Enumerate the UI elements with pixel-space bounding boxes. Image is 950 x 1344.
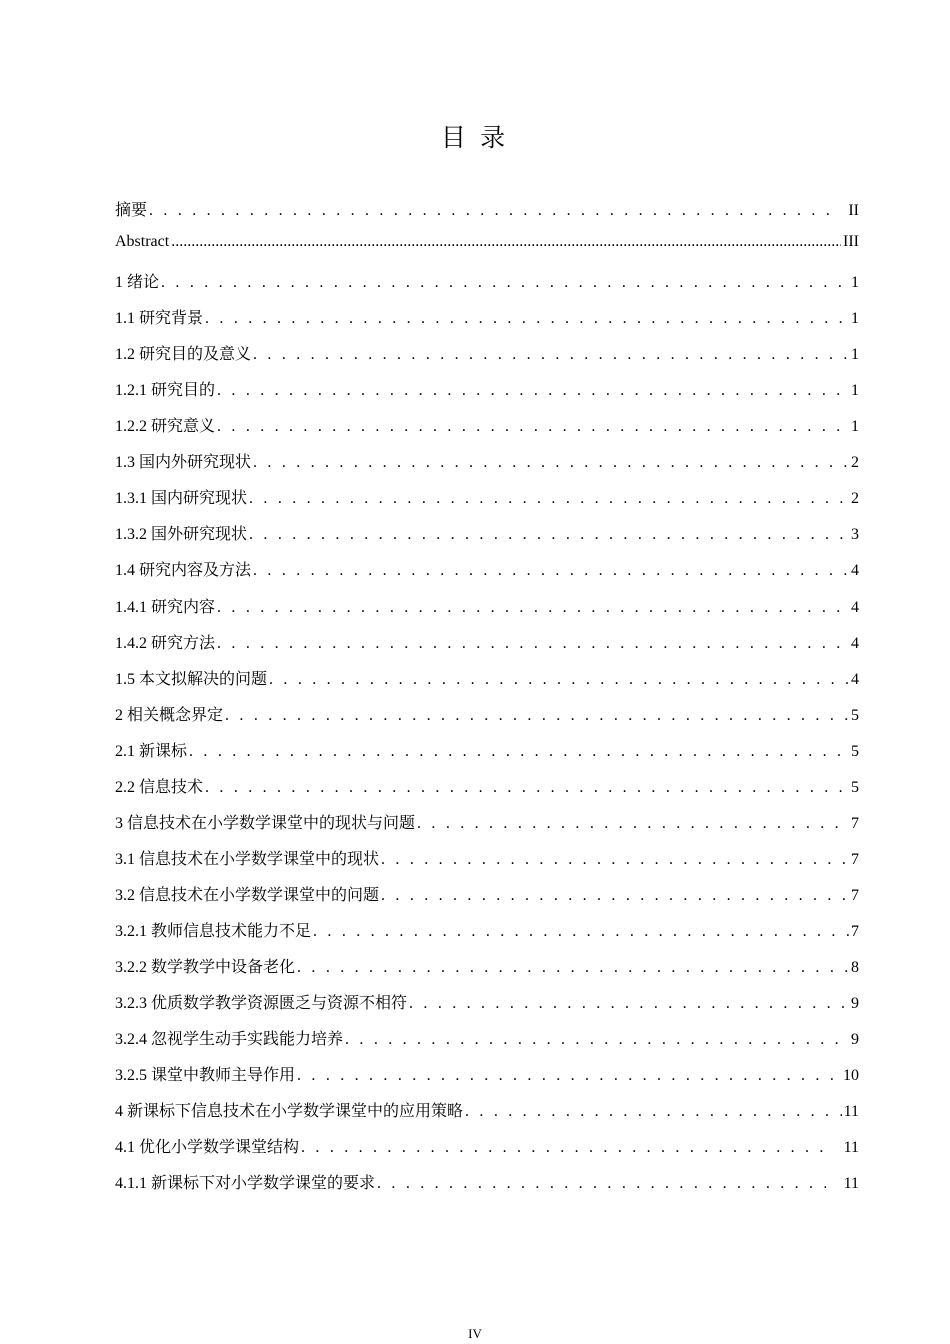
toc-page: 9 bbox=[851, 995, 859, 1013]
toc-leader bbox=[297, 1067, 841, 1085]
toc-leader bbox=[297, 959, 849, 977]
toc-label: 3.2.4 忽视学生动手实践能力培养 bbox=[115, 1031, 344, 1049]
toc-leader bbox=[417, 815, 849, 833]
toc-leader bbox=[381, 887, 849, 905]
toc-row[interactable] bbox=[115, 197, 859, 233]
toc-leader bbox=[269, 671, 849, 689]
toc-leader bbox=[377, 1175, 826, 1193]
toc-row[interactable] bbox=[115, 954, 859, 990]
toc-page: 7 bbox=[851, 850, 859, 868]
toc-page: 2 bbox=[851, 454, 859, 472]
toc-page: 4 bbox=[851, 634, 859, 652]
toc-label: 3 信息技术在小学数学课堂中的现状与问题 bbox=[115, 814, 416, 832]
toc-leader bbox=[161, 274, 849, 292]
toc-leader bbox=[217, 635, 849, 653]
toc-page: 1 bbox=[851, 310, 859, 328]
toc-page: II bbox=[848, 202, 859, 219]
toc-leader bbox=[171, 233, 841, 251]
page-number: IV bbox=[468, 1326, 482, 1341]
toc-page: 10 bbox=[843, 1067, 859, 1085]
toc-leader bbox=[381, 851, 849, 869]
toc-label: 1.2.2 研究意义 bbox=[115, 418, 216, 436]
toc-leader bbox=[205, 310, 849, 328]
toc-page: III bbox=[843, 233, 859, 251]
toc-page: 9 bbox=[851, 1031, 859, 1049]
toc-leader bbox=[345, 1031, 849, 1049]
toc-label: 1 绪论 bbox=[115, 274, 160, 292]
toc-page: 1 bbox=[851, 382, 859, 400]
toc-label: 4 新课标下信息技术在小学数学课堂中的应用策略 bbox=[115, 1103, 464, 1121]
toc-leader bbox=[217, 418, 849, 436]
toc-row[interactable] bbox=[115, 233, 859, 269]
toc-page: 11 bbox=[843, 1103, 859, 1121]
toc-page: 4 bbox=[851, 562, 859, 580]
toc-row[interactable] bbox=[115, 1170, 859, 1206]
toc-page: 1 bbox=[851, 418, 859, 436]
toc-label: 3.2 信息技术在小学数学课堂中的问题 bbox=[115, 886, 380, 904]
toc-row[interactable] bbox=[115, 521, 859, 557]
toc-label: 3.2.1 教师信息技术能力不足 bbox=[115, 922, 312, 940]
toc-page: 7 bbox=[851, 886, 859, 904]
toc-label: 2.2 信息技术 bbox=[115, 778, 204, 796]
toc-label: 1.2.1 研究目的 bbox=[115, 382, 216, 400]
toc-leader bbox=[217, 382, 849, 400]
toc-page: 7 bbox=[851, 814, 859, 832]
toc-page: 11 bbox=[843, 1139, 859, 1157]
page-title: 目 录 bbox=[440, 125, 510, 152]
toc-leader bbox=[205, 779, 849, 797]
toc-label: 2 相关概念界定 bbox=[115, 706, 224, 724]
toc-page: 2 bbox=[851, 490, 859, 508]
toc-row[interactable] bbox=[115, 990, 859, 1026]
toc-page: 11 bbox=[843, 1175, 859, 1193]
toc-label: 摘要 bbox=[115, 202, 148, 219]
toc-row[interactable] bbox=[115, 485, 859, 521]
toc-page: 5 bbox=[851, 706, 859, 724]
toc-leader bbox=[249, 490, 849, 508]
toc-label: 3.2.3 优质数学教学资源匮乏与资源不相符 bbox=[115, 995, 408, 1013]
toc-row[interactable] bbox=[115, 1134, 859, 1170]
toc-page: 1 bbox=[851, 274, 859, 292]
toc-page: 8 bbox=[851, 958, 859, 976]
toc-row[interactable] bbox=[115, 666, 859, 702]
toc-row[interactable] bbox=[115, 846, 859, 882]
toc-leader bbox=[465, 1103, 842, 1121]
toc-row[interactable] bbox=[115, 557, 859, 593]
toc-label: 1.4 研究内容及方法 bbox=[115, 562, 252, 580]
toc-label: 1.4.1 研究内容 bbox=[115, 598, 216, 616]
toc-leader bbox=[301, 1139, 826, 1157]
toc-label: 1.2 研究目的及意义 bbox=[115, 346, 252, 364]
toc-leader bbox=[225, 707, 849, 725]
toc-label: 1.3 国内外研究现状 bbox=[115, 454, 252, 472]
toc-row[interactable] bbox=[115, 377, 859, 413]
toc-leader bbox=[149, 202, 830, 220]
toc-leader bbox=[253, 562, 849, 580]
toc-row[interactable] bbox=[115, 630, 859, 666]
toc-row[interactable] bbox=[115, 810, 859, 846]
toc-label: 3.2.2 数学教学中设备老化 bbox=[115, 958, 296, 976]
toc-row[interactable] bbox=[115, 1098, 859, 1134]
toc-leader bbox=[249, 526, 849, 544]
toc-label: 1.4.2 研究方法 bbox=[115, 634, 216, 652]
toc-page: 4 bbox=[851, 670, 859, 688]
toc-row[interactable] bbox=[115, 738, 859, 774]
toc-leader bbox=[313, 923, 849, 941]
toc-label: Abstract bbox=[115, 233, 170, 251]
toc-label: 2.1 新课标 bbox=[115, 742, 188, 760]
toc-row[interactable] bbox=[115, 449, 859, 485]
toc-row[interactable] bbox=[115, 702, 859, 738]
toc-page: 4 bbox=[851, 598, 859, 616]
toc-row[interactable] bbox=[115, 269, 859, 305]
toc-leader bbox=[189, 743, 849, 761]
toc-leader bbox=[217, 599, 849, 617]
toc-row[interactable] bbox=[115, 413, 859, 449]
toc-label: 1.3.1 国内研究现状 bbox=[115, 490, 248, 508]
toc-row[interactable] bbox=[115, 1062, 859, 1098]
toc-row[interactable] bbox=[115, 918, 859, 954]
toc-row[interactable] bbox=[115, 774, 859, 810]
toc-page: 3 bbox=[851, 526, 859, 544]
toc-leader bbox=[253, 454, 849, 472]
toc-row[interactable] bbox=[115, 341, 859, 377]
toc-row[interactable] bbox=[115, 305, 859, 341]
toc-page: 7 bbox=[851, 922, 859, 940]
toc-page: 5 bbox=[851, 742, 859, 760]
toc-leader bbox=[409, 995, 849, 1013]
toc-row[interactable] bbox=[115, 882, 859, 918]
toc-label: 4.1.1 新课标下对小学数学课堂的要求 bbox=[115, 1175, 376, 1193]
toc-label: 4.1 优化小学数学课堂结构 bbox=[115, 1139, 300, 1157]
toc-label: 1.3.2 国外研究现状 bbox=[115, 526, 248, 544]
toc-label: 3.2.5 课堂中教师主导作用 bbox=[115, 1067, 296, 1085]
table-of-contents bbox=[115, 197, 859, 1206]
toc-leader bbox=[253, 346, 849, 364]
toc-row[interactable] bbox=[115, 594, 859, 630]
toc-page: 5 bbox=[851, 778, 859, 796]
toc-label: 1.5 本文拟解决的问题 bbox=[115, 670, 268, 688]
toc-row[interactable] bbox=[115, 1026, 859, 1062]
toc-page: 1 bbox=[851, 346, 859, 364]
toc-label: 1.1 研究背景 bbox=[115, 310, 204, 328]
toc-label: 3.1 信息技术在小学数学课堂中的现状 bbox=[115, 850, 380, 868]
